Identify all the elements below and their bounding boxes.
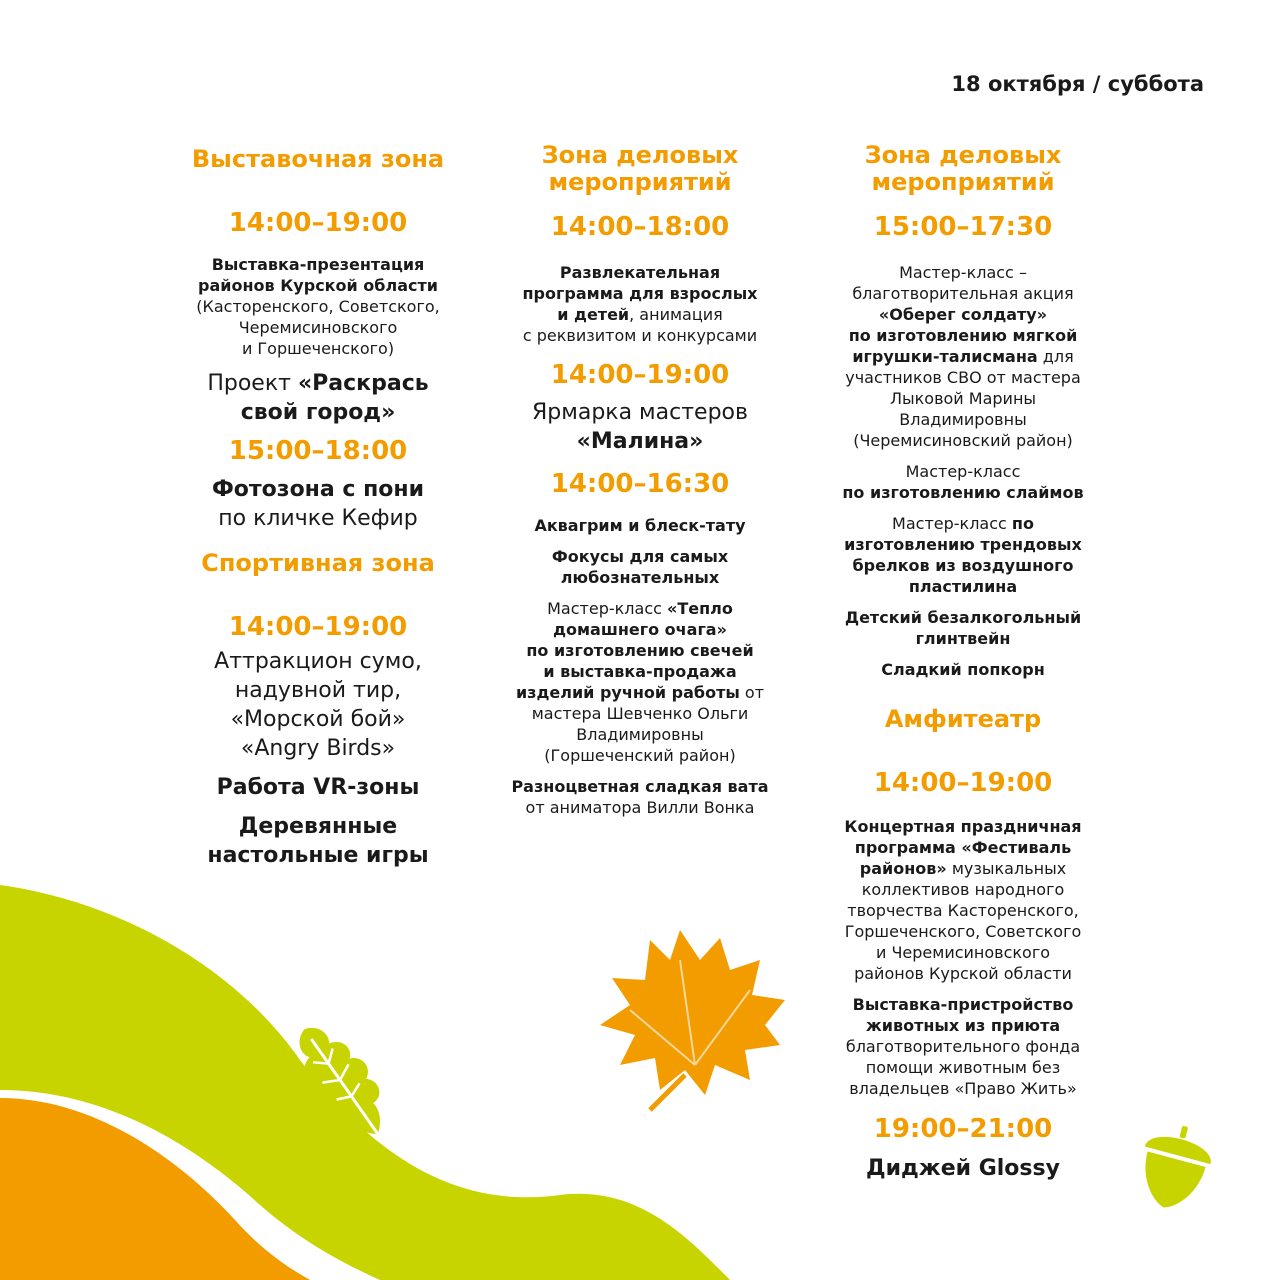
zone-title-exhibition: Выставочная зона [191, 145, 445, 173]
zone-title-amphitheater: Амфитеатр [884, 705, 1042, 733]
time-slot: 14:00–16:30 [550, 469, 730, 499]
time-slot: 14:00–19:00 [550, 360, 730, 390]
event-pony-photozone: Фотозона с пони по кличке Кефир [211, 477, 425, 531]
acorn-icon [1131, 1118, 1218, 1217]
event-board-games: Деревянные настольные игры [207, 814, 429, 868]
event-animal-adoption: Выставка-пристройство животных из приюта благотворительного фонда помощи животным без владельцев «Право Жить» [845, 995, 1081, 1098]
event-soldier-amulet: Мастер-класс – благотворительная акция «Оберег солдату» по изготовлению мягкой игрушки-талисмана для участников СВО от мастера Лыковой Марины Владимировны (Черемисиновский район) [845, 263, 1081, 450]
time-slot: 14:00–19:00 [228, 612, 408, 642]
time-slot: 15:00–17:30 [873, 212, 1053, 242]
zone-title-business: Зона деловых мероприятий [541, 141, 739, 196]
time-slot: 15:00–18:00 [228, 436, 408, 466]
event-magic-tricks: Фокусы для самых любознательных [551, 547, 729, 587]
event-vr-zone: Работа VR-зоны [216, 775, 420, 800]
zone-title-sport: Спортивная зона [201, 549, 435, 577]
event-color-city: Проект «Раскрась свой город» [207, 371, 429, 425]
event-district-expo: Выставка-презентация районов Курской области (Касторенского, Советского, Черемисиновского и Горшеченского) [196, 255, 440, 358]
time-slot: 14:00–19:00 [873, 768, 1053, 798]
event-entertainment-program: Развлекательная программа для взрослых и детей, анимация с реквизитом и конкурсами [522, 263, 758, 345]
event-masters-fair: Ярмарка мастеров «Малина» [532, 400, 748, 454]
event-dj: Диджей Glossy [866, 1156, 1060, 1181]
event-date: 18 октября / суббота [951, 72, 1204, 96]
column-business-2 [813, 142, 1113, 1183]
column-exhibition [168, 146, 468, 870]
event-cotton-candy: Разноцветная сладкая вата от аниматора Вилли Вонка [511, 777, 769, 817]
time-slot: 14:00–18:00 [550, 212, 730, 242]
event-keychain-workshop: Мастер-класс по изготовлению трендовых брелков из воздушного пластилина [844, 514, 1082, 596]
column-business-1 [490, 142, 790, 818]
event-concert-program: Концертная праздничная программа «Фестиваль районов» музыкальных коллективов народного творчества Касторенского, Горшеченского, Советского и Черемисиновского районов Курской области [844, 817, 1082, 983]
zone-title-business: Зона деловых мероприятий [864, 141, 1062, 196]
event-aquagrim: Аквагрим и блеск-тату [534, 516, 746, 535]
event-attractions: Аттракцион сумо, надувной тир, «Морской бой» «Angry Birds» [214, 649, 422, 761]
event-candle-workshop: Мастер-класс «Тепло домашнего очага» по изготовлению свечей и выставка-продажа изделий ручной работы от мастера Шевченко Ольги Владимировны (Горшеченский район) [515, 599, 765, 765]
event-popcorn: Сладкий попкорн [881, 660, 1045, 679]
event-slime-workshop: Мастер-класс по изготовлению слаймов [842, 462, 1084, 502]
time-slot: 14:00–19:00 [228, 208, 408, 238]
time-slot: 19:00–21:00 [873, 1114, 1053, 1144]
maple-leaf-icon [600, 930, 785, 1110]
event-mulled-drink: Детский безалкогольный глинтвейн [844, 608, 1082, 648]
